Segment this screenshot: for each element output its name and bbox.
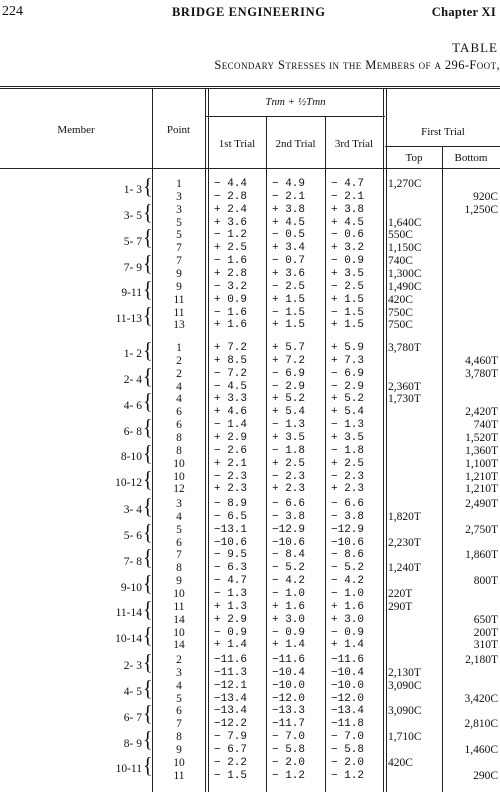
trial1-cell: − 6.3 [214, 562, 248, 575]
point-cell: 3 [176, 498, 182, 510]
point-cell: 7 [176, 242, 182, 255]
member-label: 11-14 [115, 607, 142, 620]
trial3-cell: + 1.5 [331, 319, 365, 332]
trial3-cell: + 4.5 [331, 216, 365, 229]
trial1-cell: −13.1 [214, 523, 248, 536]
trial3-cell: + 5.4 [331, 406, 365, 419]
bottom-stress-cell: 920C [473, 190, 498, 203]
bottom-stress-cell: 4,460T [465, 354, 498, 367]
point-cell: 10 [173, 587, 185, 600]
trial2-cell: − 0.5 [272, 229, 306, 242]
top-stress-cell: 220T [388, 587, 413, 600]
top-stress-cell: 1,490C [388, 280, 422, 293]
trial1-cell: −11.3 [214, 666, 248, 679]
bottom-stress-cell: 2,420T [465, 406, 498, 419]
brace-mark: { [143, 303, 153, 328]
top-stress-cell: 750C [388, 306, 413, 319]
first-trial-header: First Trial [421, 126, 465, 138]
trial1-cell: + 8.5 [214, 354, 248, 367]
trial3-cell: − 1.2 [331, 769, 365, 782]
trial1-cell: −13.4 [214, 705, 248, 718]
point-cell: 10 [173, 626, 185, 639]
trial2-cell: + 1.5 [272, 293, 306, 306]
trial2-cell: −13.3 [272, 705, 306, 718]
trial1-cell: + 2.3 [214, 483, 248, 496]
brace-mark: { [143, 494, 153, 520]
top-stress-cell: 1,240T [388, 562, 421, 575]
trial1-cell: − 7.2 [214, 367, 248, 380]
trial3-cell: + 3.5 [331, 267, 365, 280]
trial2-cell: −10.4 [272, 666, 306, 679]
trial1-cell: − 2.2 [214, 756, 248, 769]
point-cell: 1 [176, 342, 182, 354]
point-cell: 3 [176, 190, 182, 203]
top-stress-cell: 1,730T [388, 393, 421, 406]
trial1-cell: + 2.9 [214, 613, 248, 626]
member-label: 3- 4 [123, 504, 142, 517]
trial1-cell: − 3.2 [214, 280, 248, 293]
trial1-cell: − 1.6 [214, 306, 248, 319]
bottom-stress-cell: 2,180T [465, 654, 498, 666]
trial3-cell: −11.8 [331, 718, 365, 731]
trial3-cell: + 2.5 [331, 457, 365, 470]
brace-mark: { [143, 650, 153, 676]
trial1-cell: + 3.3 [214, 393, 248, 406]
point-cell: 11 [173, 293, 185, 306]
trial2-cell: − 4.2 [272, 575, 306, 588]
brace-mark: { [143, 546, 153, 571]
trial2-cell: + 2.5 [272, 457, 306, 470]
trial1-cell: − 1.3 [214, 587, 248, 600]
trial3-cell: − 0.6 [331, 229, 365, 242]
point-cell: 8 [176, 731, 182, 744]
trial1-cell: − 7.9 [214, 731, 248, 744]
trial2-header: 2nd Trial [275, 138, 316, 150]
trial1-cell: − 2.8 [214, 190, 248, 203]
member-label: 2- 4 [123, 374, 142, 387]
point-cell: 6 [176, 406, 182, 419]
trial1-cell: + 2.1 [214, 457, 248, 470]
trial1-header: 1st Trial [218, 138, 256, 150]
trial1-cell: + 2.4 [214, 203, 248, 216]
top-stress-cell: 420C [388, 293, 413, 306]
trial2-cell: − 7.0 [272, 731, 306, 744]
trial2-cell: − 5.2 [272, 562, 306, 575]
point-cell: 14 [173, 613, 185, 626]
point-cell: 6 [176, 705, 182, 718]
trial2-cell: − 1.8 [272, 444, 306, 457]
point-cell: 4 [176, 393, 182, 406]
trial2-cell: + 7.2 [272, 354, 306, 367]
trial2-cell: − 4.9 [272, 178, 306, 190]
point-cell: 8 [176, 431, 182, 444]
brace-mark: { [143, 390, 153, 415]
trial1-cell: + 3.6 [214, 216, 248, 229]
trial3-cell: − 4.7 [331, 178, 365, 190]
trial3-cell: − 8.6 [331, 549, 365, 562]
member-label: 4- 6 [123, 399, 142, 412]
trial1-cell: −10.6 [214, 536, 248, 549]
trial2-cell: − 5.8 [272, 743, 306, 756]
member-label: 11-13 [115, 312, 142, 325]
brace-mark: { [143, 174, 153, 200]
trial2-cell: −12.9 [272, 523, 306, 536]
top-stress-cell: 3,780T [388, 342, 421, 354]
trial3-cell: − 2.5 [331, 280, 365, 293]
trial3-cell: − 5.8 [331, 743, 365, 756]
trial1-cell: − 2.6 [214, 444, 248, 457]
brace-mark: { [143, 753, 153, 778]
point-cell: 3 [176, 203, 182, 216]
member-label: 10-11 [115, 763, 142, 776]
trial1-cell: − 0.9 [214, 626, 248, 639]
point-cell: 1 [176, 178, 182, 190]
member-label: 9-10 [120, 581, 142, 594]
trial2-cell: + 5.7 [272, 342, 306, 354]
point-cell: 5 [176, 216, 182, 229]
trial3-cell: − 6.6 [331, 498, 365, 510]
bottom-stress-cell: 1,360T [465, 444, 498, 457]
bottom-stress-cell: 1,860T [465, 549, 498, 562]
bottom-stress-cell: 2,750T [465, 523, 498, 536]
brace-mark: { [143, 676, 153, 701]
trial2-cell: − 0.7 [272, 255, 306, 268]
trial3-cell: + 1.5 [331, 293, 365, 306]
trial1-cell: − 6.5 [214, 510, 248, 523]
top-stress-cell: 1,270C [388, 178, 422, 190]
bottom-stress-cell: 740T [473, 419, 498, 432]
top-stress-cell: 1,820T [388, 510, 421, 523]
trial3-cell: − 0.9 [331, 255, 365, 268]
table-label: TABLE [452, 40, 498, 55]
trial2-cell: + 3.4 [272, 242, 306, 255]
brace-mark: { [143, 364, 153, 389]
trial3-cell: − 1.3 [331, 419, 365, 432]
trial1-cell: − 1.6 [214, 255, 248, 268]
trial2-cell: − 2.9 [272, 380, 306, 393]
trial2-cell: + 2.3 [272, 483, 306, 496]
point-cell: 13 [173, 319, 185, 332]
point-cell: 11 [173, 600, 185, 613]
trial3-cell: −11.6 [331, 654, 365, 666]
point-cell: 14 [173, 639, 185, 652]
trial2-cell: − 2.5 [272, 280, 306, 293]
brace-mark: { [143, 571, 153, 597]
trial1-cell: + 2.9 [214, 431, 248, 444]
trial1-cell: − 2.3 [214, 470, 248, 483]
brace-mark: { [143, 623, 153, 648]
bottom-stress-cell: 1,210T [465, 483, 498, 496]
trial3-cell: + 3.8 [331, 203, 365, 216]
brace-mark: { [143, 277, 153, 302]
point-header: Point [166, 124, 191, 136]
trial2-cell: + 3.0 [272, 613, 306, 626]
brace-mark: { [143, 727, 153, 753]
bottom-stress-cell: 3,420C [464, 692, 498, 705]
point-cell: 3 [176, 666, 182, 679]
bottom-stress-cell: 310T [473, 639, 498, 652]
trial3-cell: − 4.2 [331, 575, 365, 588]
member-label: 5- 7 [123, 235, 142, 248]
trial2-cell: − 2.3 [272, 470, 306, 483]
member-label: 2- 3 [123, 660, 142, 673]
top-stress-cell: 2,130T [388, 666, 421, 679]
trial1-cell: − 4.7 [214, 575, 248, 588]
bottom-stress-cell: 650T [473, 613, 498, 626]
member-label: 1- 3 [123, 184, 142, 197]
trial3-cell: −10.4 [331, 666, 365, 679]
chapter-label: Chapter XI [431, 5, 496, 19]
trial1-cell: + 1.6 [214, 319, 248, 332]
page-number: 224 [2, 4, 23, 19]
brace-mark: { [143, 702, 153, 727]
point-cell: 5 [176, 229, 182, 242]
trial3-cell: − 3.8 [331, 510, 365, 523]
point-cell: 10 [173, 756, 185, 769]
trial1-cell: − 6.7 [214, 743, 248, 756]
point-cell: 4 [176, 380, 182, 393]
trial2-cell: − 3.8 [272, 510, 306, 523]
trial1-cell: − 8.9 [214, 498, 248, 510]
brace-mark: { [143, 520, 153, 545]
trial2-cell: − 1.0 [272, 587, 306, 600]
member-label: 1- 2 [123, 348, 142, 361]
trial2-cell: − 8.4 [272, 549, 306, 562]
trial2-cell: + 3.8 [272, 203, 306, 216]
trial1-cell: + 1.4 [214, 639, 248, 652]
member-label: 7- 9 [123, 261, 142, 274]
trial1-cell: − 4.5 [214, 380, 248, 393]
trial1-cell: − 1.2 [214, 229, 248, 242]
top-stress-cell: 750C [388, 319, 413, 332]
top-stress-cell: 1,640C [388, 216, 422, 229]
member-header: Member [57, 124, 95, 136]
trial3-cell: − 2.9 [331, 380, 365, 393]
top-stress-cell: 1,710C [388, 731, 422, 744]
point-cell: 7 [176, 718, 182, 731]
bottom-stress-cell: 2,810C [464, 718, 498, 731]
bottom-header: Bottom [454, 152, 488, 164]
trial2-cell: −10.6 [272, 536, 306, 549]
trial2-cell: − 1.3 [272, 419, 306, 432]
trial2-cell: + 5.2 [272, 393, 306, 406]
top-stress-cell: 2,230T [388, 536, 421, 549]
stress-table [0, 86, 500, 792]
member-label: 10-14 [115, 632, 142, 645]
trial3-cell: + 3.5 [331, 431, 365, 444]
brace-mark: { [143, 441, 153, 466]
running-head [0, 4, 500, 24]
member-label: 7- 8 [123, 555, 142, 568]
bottom-stress-cell: 3,780T [465, 367, 498, 380]
bottom-stress-cell: 200T [473, 626, 498, 639]
trial1-cell: + 2.8 [214, 267, 248, 280]
trial1-cell: −12.1 [214, 679, 248, 692]
point-cell: 9 [176, 575, 182, 588]
top-stress-cell: 2,360T [388, 380, 421, 393]
trial2-cell: + 1.4 [272, 639, 306, 652]
trial3-cell: − 5.2 [331, 562, 365, 575]
trial1-cell: + 2.5 [214, 242, 248, 255]
brace-mark: { [143, 597, 153, 622]
trial3-cell: − 2.0 [331, 756, 365, 769]
top-stress-cell: 3,090C [388, 705, 422, 718]
trial1-cell: + 0.9 [214, 293, 248, 306]
trial3-cell: + 1.6 [331, 600, 365, 613]
trial3-cell: + 5.2 [331, 393, 365, 406]
trial2-cell: −12.0 [272, 692, 306, 705]
member-label: 3- 5 [123, 210, 142, 223]
trial1-cell: − 1.4 [214, 419, 248, 432]
point-cell: 9 [176, 267, 182, 280]
brace-mark: { [143, 251, 153, 277]
trial1-cell: − 1.5 [214, 769, 248, 782]
top-header: Top [405, 152, 423, 164]
bottom-stress-cell: 1,460C [464, 743, 498, 756]
point-cell: 10 [173, 470, 185, 483]
trial2-cell: − 2.1 [272, 190, 306, 203]
trial3-cell: − 1.5 [331, 306, 365, 319]
top-stress-cell: 290T [388, 600, 413, 613]
trial3-cell: −10.0 [331, 679, 365, 692]
point-cell: 2 [176, 654, 182, 666]
point-cell: 6 [176, 536, 182, 549]
member-label: 9-11 [121, 287, 142, 300]
point-cell: 5 [176, 692, 182, 705]
member-label: 8-10 [120, 451, 142, 464]
trial3-cell: + 7.3 [331, 354, 365, 367]
brace-mark: { [143, 415, 153, 441]
trial2-cell: −11.6 [272, 654, 306, 666]
trial3-cell: − 6.9 [331, 367, 365, 380]
point-cell: 5 [176, 523, 182, 536]
trial3-cell: + 3.0 [331, 613, 365, 626]
trial3-cell: + 2.3 [331, 483, 365, 496]
point-cell: 4 [176, 510, 182, 523]
point-cell: 4 [176, 679, 182, 692]
member-label: 4- 5 [123, 686, 142, 699]
trial3-header: 3rd Trial [334, 138, 374, 150]
member-label: 8- 9 [123, 737, 142, 750]
point-cell: 2 [176, 367, 182, 380]
brace-mark: { [143, 338, 153, 364]
top-stress-cell: 1,300C [388, 267, 422, 280]
formula-header: Tnm + ½Tmn [265, 96, 326, 108]
point-cell: 7 [176, 255, 182, 268]
point-cell: 7 [176, 549, 182, 562]
point-cell: 2 [176, 354, 182, 367]
trial2-cell: + 4.5 [272, 216, 306, 229]
table-caption: Secondary Stresses in the Members of a 296-Foot, [214, 58, 500, 72]
trial3-cell: + 3.2 [331, 242, 365, 255]
top-stress-cell: 740C [388, 255, 413, 268]
brace-mark: { [143, 467, 153, 492]
point-cell: 10 [173, 457, 185, 470]
trial3-cell: + 5.9 [331, 342, 365, 354]
trial3-cell: −12.0 [331, 692, 365, 705]
trial1-cell: + 4.6 [214, 406, 248, 419]
trial1-cell: + 1.3 [214, 600, 248, 613]
trial1-cell: + 7.2 [214, 342, 248, 354]
trial2-cell: + 3.5 [272, 431, 306, 444]
trial3-cell: − 7.0 [331, 731, 365, 744]
member-label: 10-12 [115, 476, 142, 489]
point-cell: 8 [176, 562, 182, 575]
trial1-cell: −12.2 [214, 718, 248, 731]
member-label: 5- 6 [123, 530, 142, 543]
trial2-cell: − 6.9 [272, 367, 306, 380]
top-stress-cell: 420C [388, 756, 413, 769]
trial3-cell: − 1.8 [331, 444, 365, 457]
point-cell: 12 [173, 483, 185, 496]
trial3-cell: + 1.4 [331, 639, 365, 652]
trial3-cell: −10.6 [331, 536, 365, 549]
trial2-cell: − 1.5 [272, 306, 306, 319]
member-label: 6- 8 [123, 425, 142, 438]
trial3-cell: − 0.9 [331, 626, 365, 639]
trial3-cell: −12.9 [331, 523, 365, 536]
trial3-cell: −13.4 [331, 705, 365, 718]
trial2-cell: − 0.9 [272, 626, 306, 639]
trial2-cell: + 3.6 [272, 267, 306, 280]
top-stress-cell: 550C [388, 229, 413, 242]
trial1-cell: − 4.4 [214, 178, 248, 190]
member-label: 6- 7 [123, 711, 142, 724]
bottom-stress-cell: 800T [473, 575, 498, 588]
bottom-stress-cell: 2,490T [465, 498, 498, 510]
point-cell: 6 [176, 419, 182, 432]
bottom-stress-cell: 1,210T [465, 470, 498, 483]
trial3-cell: − 2.3 [331, 470, 365, 483]
brace-mark: { [143, 226, 153, 251]
trial2-cell: + 5.4 [272, 406, 306, 419]
top-stress-cell: 3,090C [388, 679, 422, 692]
trial2-cell: −10.0 [272, 679, 306, 692]
point-cell: 9 [176, 743, 182, 756]
trial3-cell: − 2.1 [331, 190, 365, 203]
trial2-cell: − 1.2 [272, 769, 306, 782]
trial2-cell: − 6.6 [272, 498, 306, 510]
trial2-cell: + 1.6 [272, 600, 306, 613]
trial1-cell: −13.4 [214, 692, 248, 705]
trial2-cell: + 1.5 [272, 319, 306, 332]
bottom-stress-cell: 1,520T [465, 431, 498, 444]
point-cell: 8 [176, 444, 182, 457]
bottom-stress-cell: 1,250C [464, 203, 498, 216]
point-cell: 9 [176, 280, 182, 293]
bottom-stress-cell: 1,100T [465, 457, 498, 470]
book-title: BRIDGE ENGINEERING [172, 5, 326, 19]
point-cell: 11 [173, 306, 185, 319]
top-stress-cell: 1,150C [388, 242, 422, 255]
point-cell: 11 [173, 769, 185, 782]
brace-mark: { [143, 200, 153, 225]
trial3-cell: − 1.0 [331, 587, 365, 600]
trial1-cell: −11.6 [214, 654, 248, 666]
trial1-cell: − 9.5 [214, 549, 248, 562]
bottom-stress-cell: 290C [473, 769, 498, 782]
trial2-cell: − 2.0 [272, 756, 306, 769]
trial2-cell: −11.7 [272, 718, 306, 731]
